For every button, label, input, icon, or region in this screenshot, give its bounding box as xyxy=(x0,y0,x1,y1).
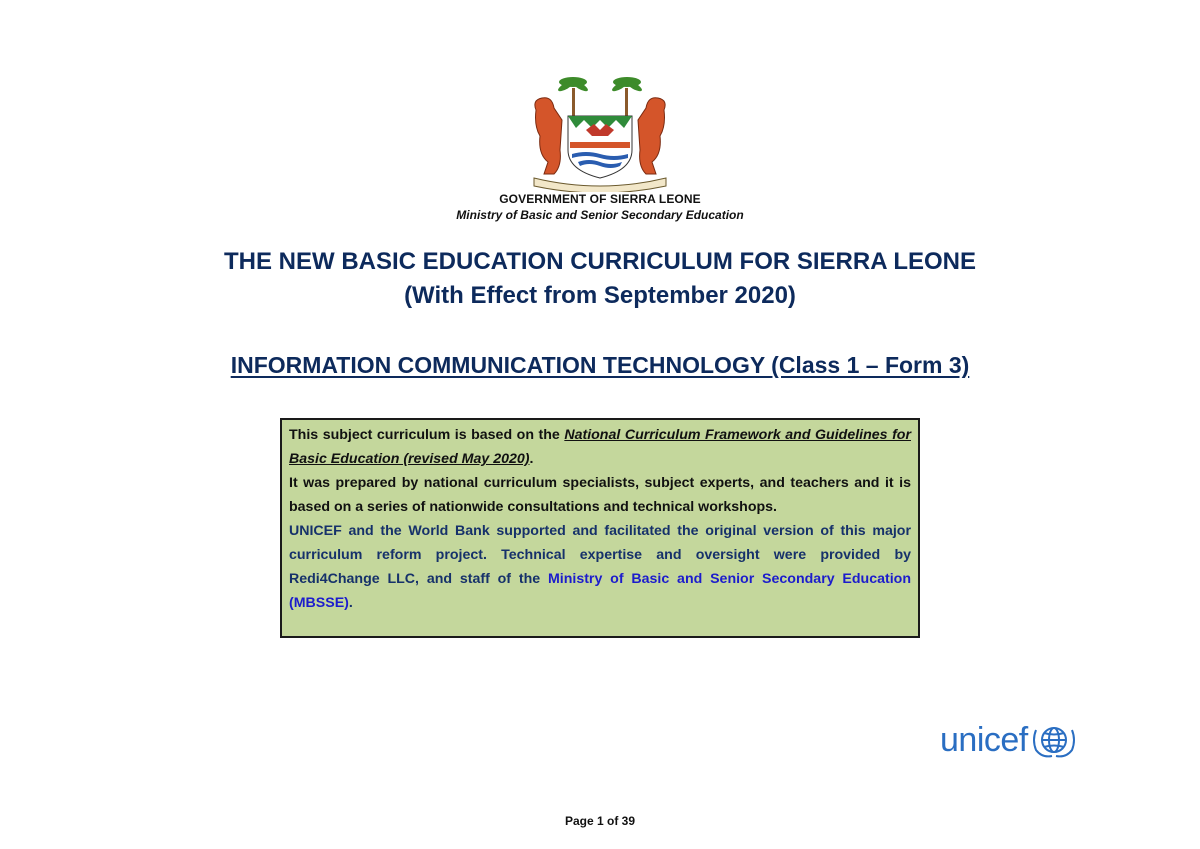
unicef-globe-icon xyxy=(1030,720,1078,760)
info-text: . xyxy=(529,451,534,467)
ministry-name: Ministry of Basic and Senior Secondary Education xyxy=(456,208,744,222)
coat-of-arms-icon xyxy=(528,70,672,192)
government-name: GOVERNMENT OF SIERRA LEONE xyxy=(499,192,701,206)
unicef-logo xyxy=(940,720,1132,760)
unicef-wordmark: unicef xyxy=(940,721,1028,759)
info-text: UNICEF and the World Bank supported and facilitated the original version of this major curriculum reform project. Technical expertise and oversight were provided by Redi4Change LLC, and staff of the xyxy=(289,523,911,587)
info-paragraph-framework xyxy=(289,423,911,471)
subject-title: INFORMATION COMMUNICATION TECHNOLOGY (Class 1 – Form 3) xyxy=(230,352,970,378)
mbsse-highlight: Ministry of Basic and Senior Secondary Education (MBSSE) xyxy=(289,571,911,611)
page-number: Page 1 of 39 xyxy=(564,814,636,828)
info-paragraph-support xyxy=(289,519,911,615)
document-title: THE NEW BASIC EDUCATION CURRICULUM FOR SIERRA LEONE xyxy=(224,248,976,275)
info-text: This subject curriculum is based on the xyxy=(289,427,565,443)
info-paragraph-preparation: It was prepared by national curriculum specialists, subject experts, and teachers and it is based on a series of nationwide consultations and technical workshops. xyxy=(289,475,911,515)
effective-date: (With Effect from September 2020) xyxy=(404,282,796,309)
framework-reference: National Curriculum Framework and Guidelines for Basic Education (revised May 2020) xyxy=(289,427,911,467)
curriculum-info-box xyxy=(280,418,920,638)
info-text: . xyxy=(348,595,353,611)
